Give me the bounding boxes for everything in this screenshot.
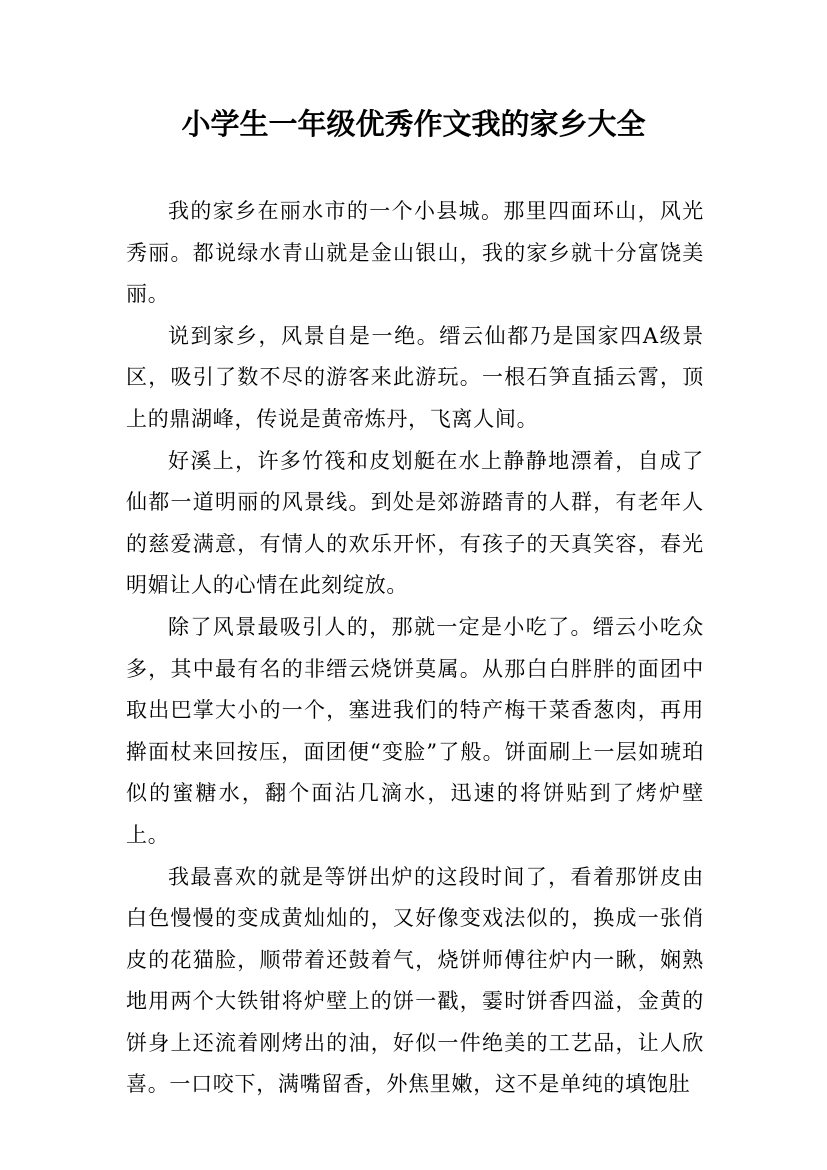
paragraph-4: 除了风景最吸引人的，那就一定是小吃了。缙云小吃众多，其中最有名的非缙云烧饼莫属。从那白白胖胖的面团中取出巴掌大小的一个，塞进我们的特产梅干菜香葱肉，再用擀面杖来回按压，面团便“变脸”了般。饼面刷上一层如琥珀似的蜜糖水，翻个面沾几滴水，迅速的将饼贴到了烤炉壁上。: [126, 614, 704, 847]
paragraph-3: 好溪上，许多竹筏和皮划艇在水上静静地漂着，自成了仙都一道明丽的风景线。到处是郊游踏青的人群，有老年人的慈爱满意，有情人的欢乐开怀，有孩子的天真笑容，春光明媚让人的心情在此刻绽放。: [126, 448, 704, 598]
document-body: [126, 191, 704, 1106]
paragraph-5: 我最喜欢的就是等饼出炉的这段时间了，看着那饼皮由白色慢慢的变成黄灿灿的，又好像变戏法似的，换成一张俏皮的花猫脸，顺带着还鼓着气，烧饼师傅往炉内一瞅，娴熟地用两个大铁钳将炉壁上的饼一戳，霎时饼香四溢，金黄的饼身上还流着刚烤出的油，好似一件绝美的工艺品，让人欣喜。一口咬下，满嘴留香，外焦里嫩，这不是单纯的填饱肚: [126, 864, 704, 1097]
paragraph-1: 我的家乡在丽水市的一个小县城。那里四面环山，风光秀丽。都说绿水青山就是金山银山，我的家乡就十分富饶美丽。: [126, 199, 704, 307]
document-title: 小学生一年级优秀作文我的家乡大全: [181, 107, 646, 141]
paragraph-2: 说到家乡，风景自是一绝。缙云仙都乃是国家四A级景区，吸引了数不尽的游客来此游玩。一根石笋直插云霄，顶上的鼎湖峰，传说是黄帝炼丹，飞离人间。: [126, 323, 704, 431]
